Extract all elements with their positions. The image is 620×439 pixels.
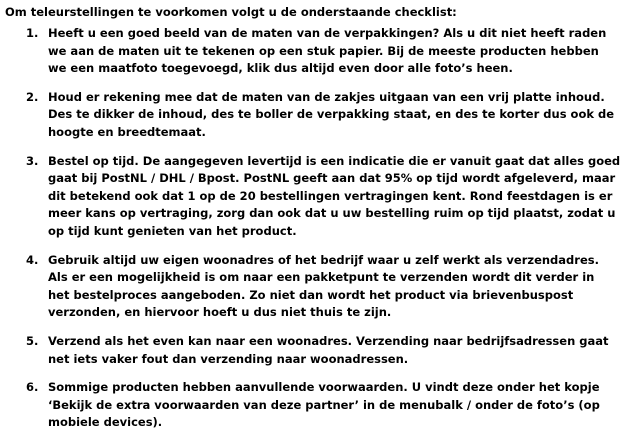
item-text-line: hoogte en breedtemaat. [48,124,206,139]
checklist-item [5,25,607,78]
item-text-line: we aan de maten uit te tekenen op een stuk papier. Bij de meeste producten hebben [48,43,599,58]
item-text-line: mobiele devices). [48,415,163,430]
item-text-line: Houd er rekening mee dat de maten van de zakjes uitgaan van een vrij platte inhoud. [48,89,605,104]
item-number: 4. [26,252,39,267]
item-text-line: Verzend als het even kan naar een woonadres. Verzending naar bedrijfsadressen gaat [48,333,609,348]
item-text-line: net iets vaker fout dan verzending naar woonadressen. [48,351,409,366]
item-text-line: Als er een mogelijkheid is om naar een pakketpunt te verzenden wordt dit verder in [48,270,595,285]
item-text-line: we een maatfoto toegevoegd, klik dus altijd even door alle foto’s heen. [48,61,513,76]
item-number: 3. [26,153,39,168]
item-text-line: Des te dikker de inhoud, des te boller de verpakking staat, en des te korter dus ook de [48,107,615,122]
item-number: 6. [26,380,39,395]
checklist-item [5,252,599,322]
item-text [48,153,620,241]
checklist-item [5,89,615,142]
item-text [48,333,609,368]
item-text-line: Bestel op tijd. De aangegeven levertijd is een indicatie die er vanuit gaat dat alles goed [48,153,620,168]
checklist-item [5,153,620,241]
item-number: 2. [26,89,39,104]
item-text-line: ‘Bekijk de extra voorwaarden van deze partner’ in de menubalk / onder de foto’s (op [48,397,600,412]
item-text-line: Heeft u een goed beeld van de maten van de verpakkingen? Als u dit niet heeft raden [48,26,607,40]
intro-heading: Om teleurstellingen te voorkomen volgt u de onderstaande checklist: [5,5,457,19]
checklist-item [5,333,609,368]
item-text [48,89,614,142]
item-text-line: meer kans op vertraging, zorg dan ook dat u uw bestelling ruim op tijd plaatst, zodat u [48,206,616,221]
checklist [5,25,620,432]
item-text [48,379,600,432]
item-text [48,252,599,322]
item-text-line: Gebruik altijd uw eigen woonadres of het bedrijf waar u zelf werkt als verzendadres. [48,252,599,267]
item-number: 1. [26,26,39,40]
item-text-line: Sommige producten hebben aanvullende voorwaarden. U vindt deze onder het kopje [48,380,600,395]
item-text-line: gaat bij PostNL / DHL / Bpost. PostNL geeft aan dat 95% op tijd wordt afgeleverd, maar [48,171,616,186]
item-number: 5. [26,333,39,348]
checklist-item [5,379,600,432]
item-text-line: op tijd kunt genieten van het product. [48,223,297,238]
item-text [48,25,606,78]
item-text-line: verzonden, en hiervoor hoeft u dus niet thuis te zijn. [48,305,392,320]
item-text-line: het bestelproces aangeboden. Zo niet dan wordt het product via brievenbuspost [48,287,574,302]
item-text-line: dit betekend ook dat 1 op de 20 bestellingen vertragingen kent. Rond feestdagen is er [48,188,613,203]
